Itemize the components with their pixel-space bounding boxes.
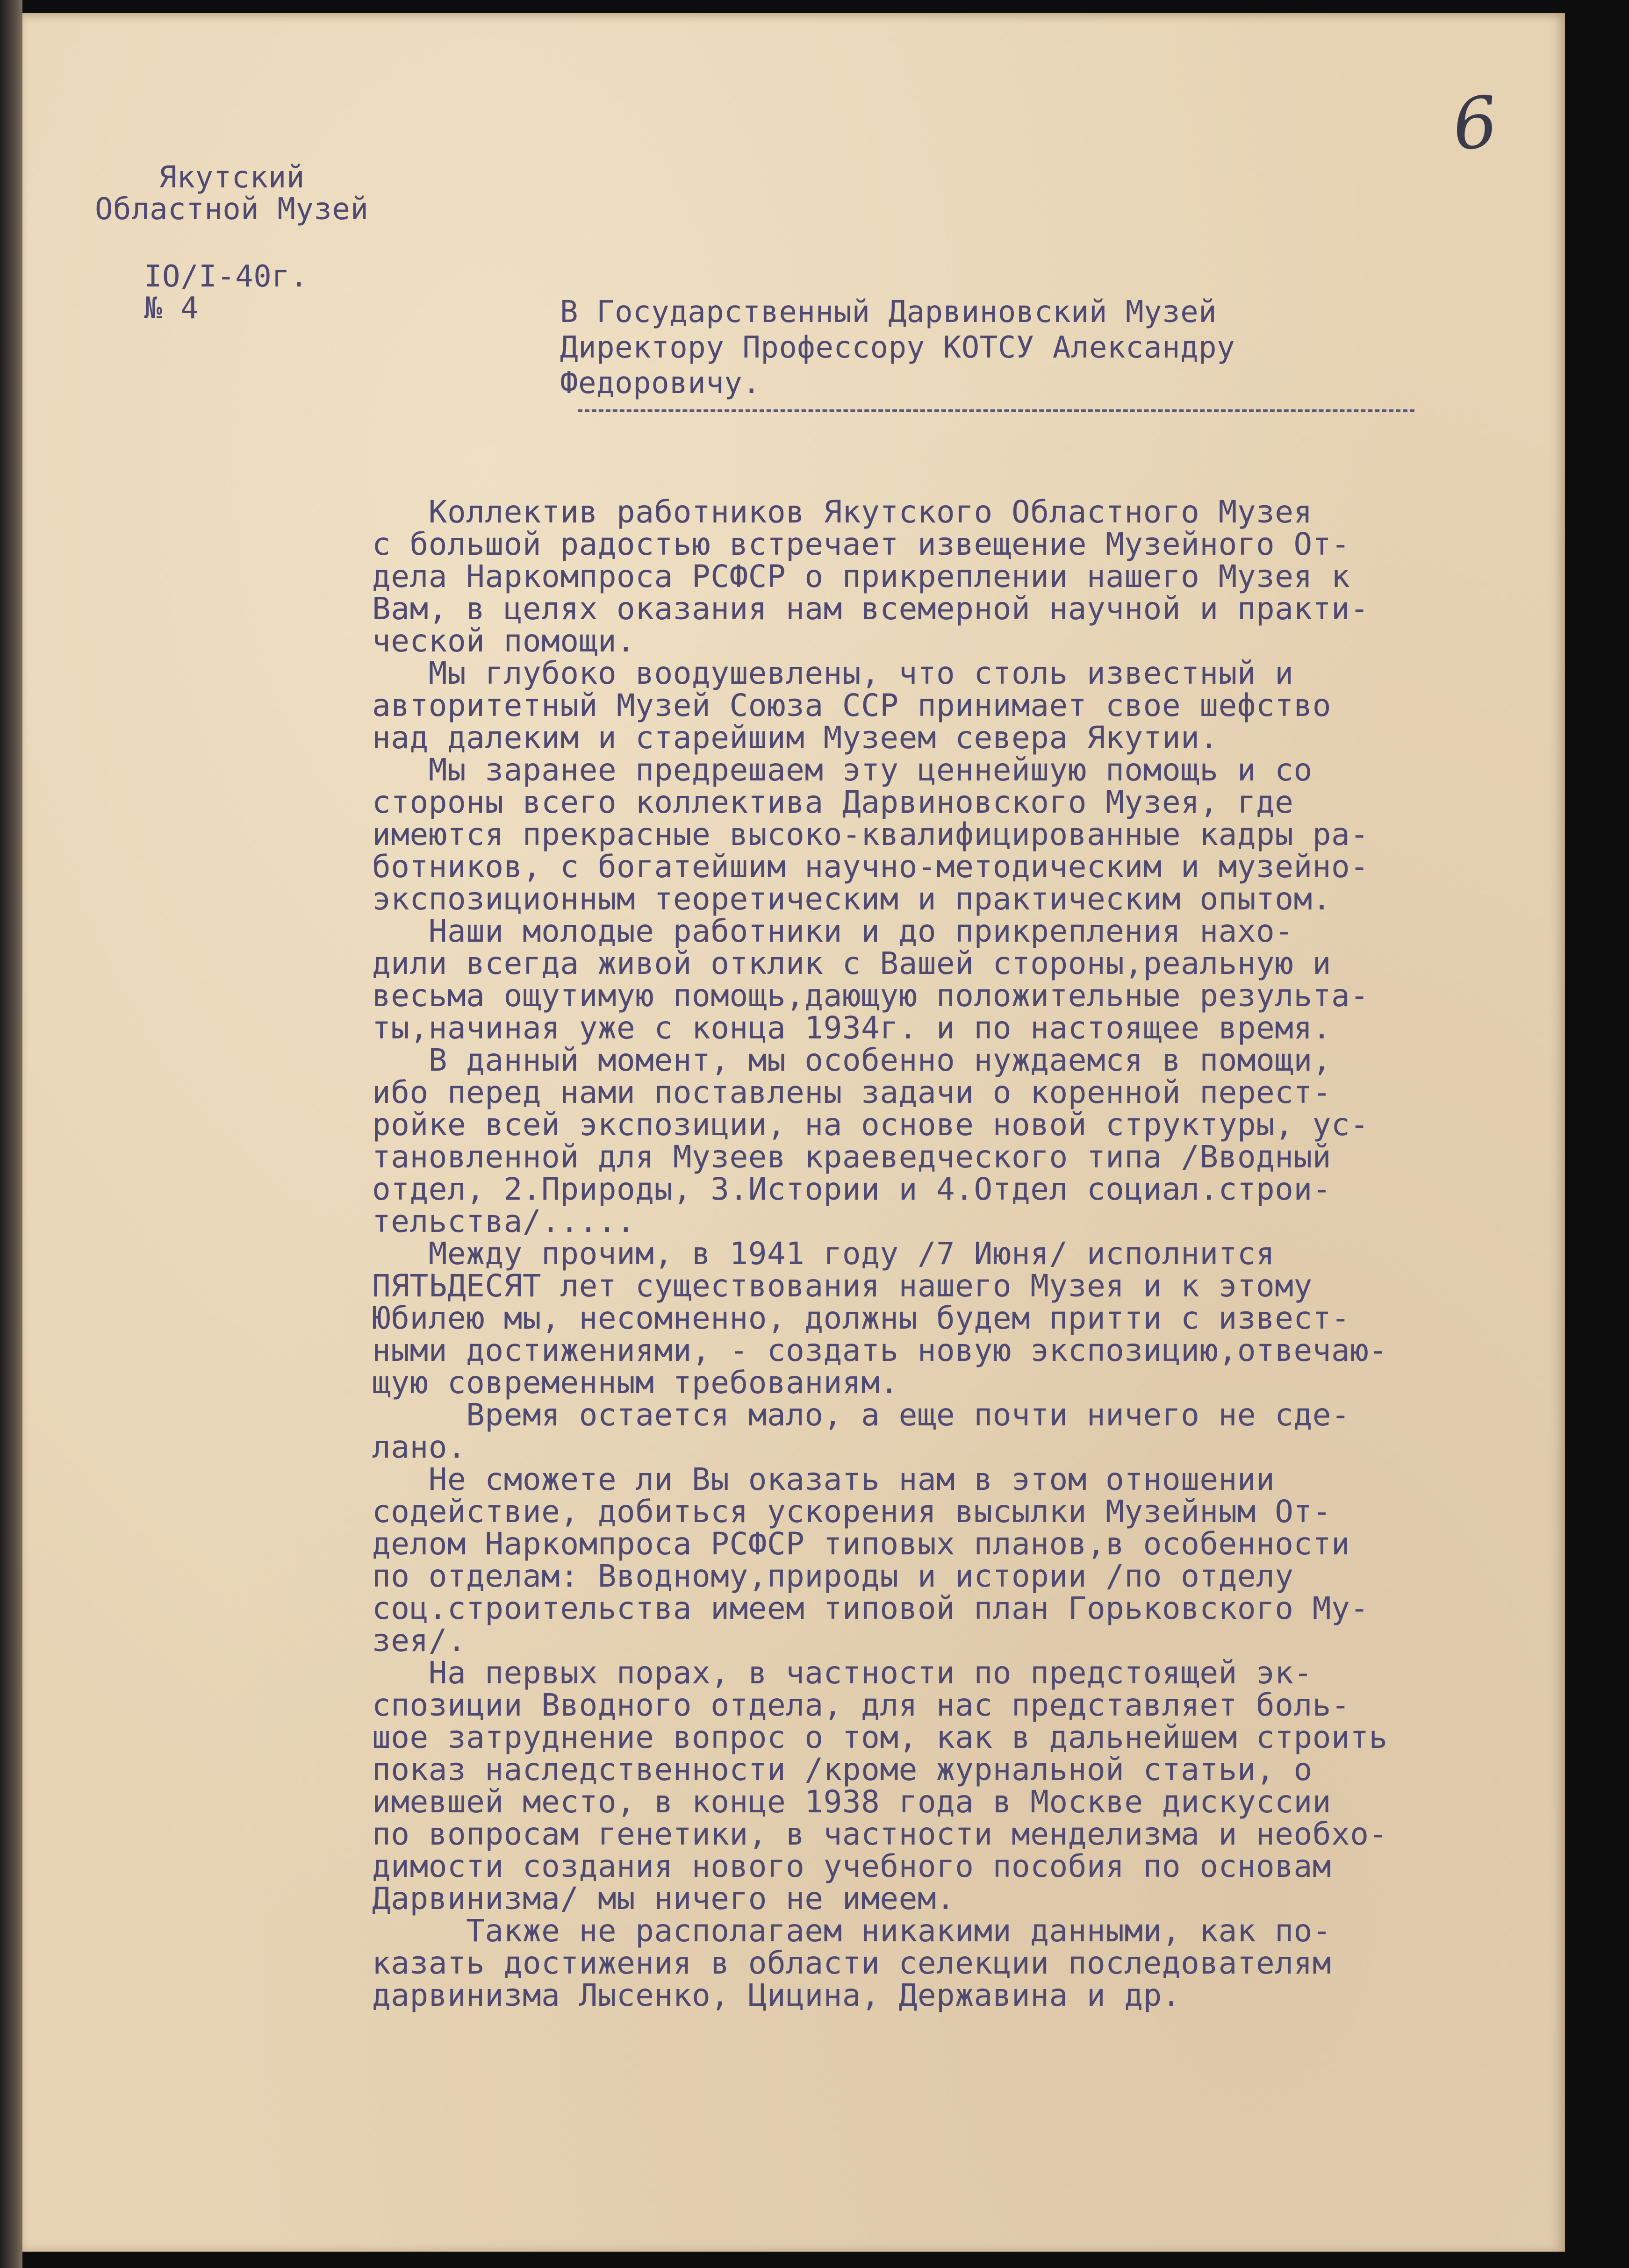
body-line: На первых порах, в частности по предстоящей эк- xyxy=(372,1655,1313,1691)
body-line: Юбилею мы, несомненно, должны будем притти с извест- xyxy=(372,1300,1350,1336)
body-line: лано. xyxy=(372,1429,466,1465)
body-line: ройке всей экспозиции, на основе новой структуры, ус- xyxy=(372,1107,1369,1143)
addressee-line: В Государственный Дарвиновский Музей xyxy=(560,295,1217,329)
body-line: щую современным требованиям. xyxy=(372,1365,899,1401)
body-line: по вопросам генетики, в частности менделизма и необхо- xyxy=(372,1816,1388,1852)
body-line: по отделам: Вводному,природы и истории /по отделу xyxy=(372,1558,1294,1594)
body-line: имеются прекрасные высоко-квалифицированные кадры ра- xyxy=(372,816,1369,852)
addressee-block xyxy=(560,294,1235,401)
body-line: делом Наркомпроса РСФСР типовых планов,в особенности xyxy=(372,1526,1350,1562)
body-line: ибо перед нами поставлены задачи о коренной перест- xyxy=(372,1074,1332,1110)
sender-line: Областной Музей xyxy=(95,192,369,227)
body-line: показ наследственности /кроме журнальной статьи, о xyxy=(372,1752,1313,1788)
document-date: IO/I-40г. xyxy=(144,259,309,294)
body-line: В данный момент, мы особенно нуждаемся в помощи, xyxy=(372,1042,1332,1078)
reference-block xyxy=(144,261,308,324)
handwritten-page-number: 6 xyxy=(1449,81,1502,167)
body-line: тановленной для Музеев краеведческого типа /Вводный xyxy=(372,1139,1332,1175)
scan-edge xyxy=(0,0,22,2268)
body-line: Коллектив работников Якутского Областного Музея xyxy=(372,494,1313,530)
body-line: имевшей место, в конце 1938 года в Москве дискуссии xyxy=(372,1784,1332,1820)
addressee-line: Директору Профессору КОТСУ Александру xyxy=(560,330,1235,365)
body-line: шое затруднение вопрос о том, как в дальнейшем строить xyxy=(372,1719,1388,1755)
body-line: содействие, добиться ускорения высылки Музейным От- xyxy=(372,1494,1332,1530)
letter-body xyxy=(372,496,1388,2011)
body-line: соц.строительства имеем типовой план Горьковского Му- xyxy=(372,1590,1369,1626)
body-line: отдел, 2.Природы, 3.Истории и 4.Отдел социал.строи- xyxy=(372,1171,1332,1207)
body-line: Наши молодые работники и до прикрепления нахо- xyxy=(372,913,1294,949)
body-line: ты,начиная уже с конца 1934г. и по настоящее время. xyxy=(372,1010,1332,1046)
body-line: над далеким и старейшим Музеем севера Якутии. xyxy=(372,720,1219,756)
body-line: зея/. xyxy=(372,1623,466,1659)
body-line: димости создания нового учебного пособия по основам xyxy=(372,1848,1332,1884)
body-line: Между прочим, в 1941 году /7 Июня/ исполнится xyxy=(372,1236,1275,1272)
body-line: ческой помощи. xyxy=(372,623,636,659)
body-line: ными достижениями, - создать новую экспозицию,отвечаю- xyxy=(372,1332,1388,1368)
body-line: дили всегда живой отклик с Вашей стороны,реальную и xyxy=(372,945,1332,981)
dashed-divider xyxy=(578,409,1414,412)
body-line: Мы заранее предрешаем эту ценнейшую помощь и со xyxy=(372,752,1313,788)
body-line: Дарвинизма/ мы ничего не имеем. xyxy=(372,1881,955,1917)
body-line: тельства/..... xyxy=(372,1203,636,1239)
body-line: казать достижения в области селекции последователям xyxy=(372,1945,1332,1981)
body-line: ПЯТЬДЕСЯТ лет существования нашего Музея и к этому xyxy=(372,1268,1313,1304)
body-line: Вам, в целях оказания нам всемерной научной и практи- xyxy=(372,591,1369,627)
body-line: спозиции Вводного отдела, для нас представляет боль- xyxy=(372,1687,1350,1723)
body-line: дарвинизма Лысенко, Цицина, Державина и др. xyxy=(372,1977,1181,2013)
sender-block xyxy=(95,162,368,225)
document-sheet xyxy=(22,13,1565,2252)
addressee-line: Федоровичу. xyxy=(560,366,761,401)
document-number: № 4 xyxy=(144,291,199,326)
body-line: стороны всего коллектива Дарвиновского Музея, где xyxy=(372,784,1294,820)
body-line: Не сможете ли Вы оказать нам в этом отношении xyxy=(372,1461,1275,1497)
body-line: экспозиционным теоретическим и практическим опытом. xyxy=(372,881,1332,917)
body-line: ботников, с богатейшим научно-методическим и музейно- xyxy=(372,849,1369,885)
body-line: авторитетный Музей Союза ССР принимает свое шефство xyxy=(372,687,1332,723)
body-line: с большой радостью встречает извещение Музейного От- xyxy=(372,526,1350,562)
body-line: дела Наркомпроса РСФСР о прикреплении нашего Музея к xyxy=(372,558,1350,594)
sender-line: Якутский xyxy=(158,160,305,195)
body-line: Время остается мало, а еще почти ничего не сде- xyxy=(372,1397,1350,1433)
body-line: Также не располагаем никакими данными, как по- xyxy=(372,1913,1332,1949)
body-line: Мы глубоко воодушевлены, что столь известный и xyxy=(372,655,1294,691)
body-line: весьма ощутимую помощь,дающую положительные результа- xyxy=(372,978,1369,1014)
